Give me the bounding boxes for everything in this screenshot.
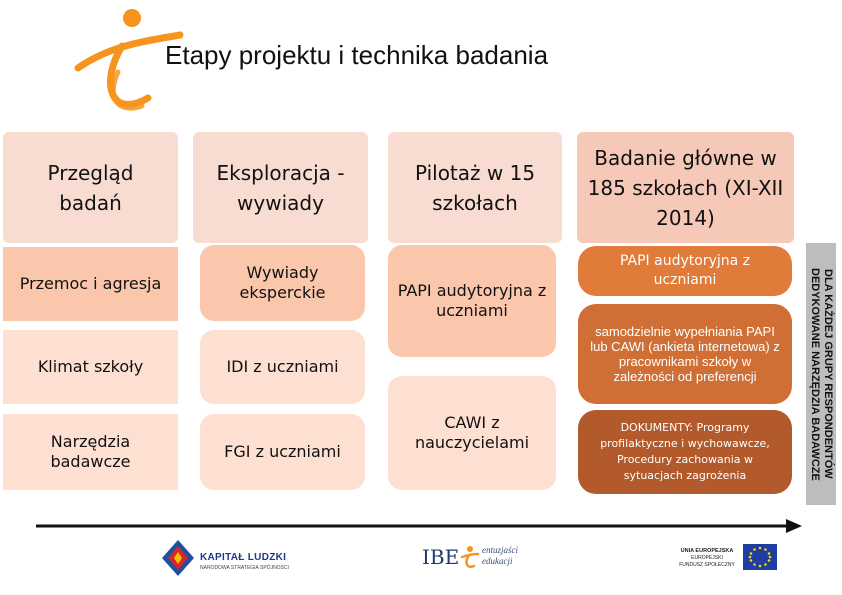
list-item: Przemoc i agresja <box>3 247 178 321</box>
list-item: Wywiady eksperckie <box>200 245 365 321</box>
list-item: PAPI audytoryjna z uczniami <box>388 245 556 357</box>
list-item: IDI z uczniami <box>200 330 365 404</box>
entuzjasci-edukacji-text: entuzjaści edukacji <box>482 545 518 566</box>
list-item: Klimat szkoły <box>3 330 178 404</box>
timeline-arrow <box>34 516 804 536</box>
list-item: samodzielnie wypełniania PAPI lub CAWI (ankieta internetowa) z pracownikami szkoły w zależności od preferencji <box>578 304 792 404</box>
column-header: Eksploracja - wywiady <box>193 132 368 243</box>
eu-flag-icon <box>743 544 777 570</box>
side-label: DLA KAŻDEJ GRUPY RESPONDENTÓW DEDYKOWANE NARZĘDZIA BADAWCZE <box>806 243 836 505</box>
ibe-logo-text: IBE <box>422 545 460 569</box>
column-header: Pilotaż w 15 szkołach <box>388 132 562 243</box>
column-header: Przegląd badań <box>3 132 178 243</box>
column-header: Badanie główne w 185 szkołach (XI-XII 2014) <box>577 132 794 243</box>
eu-logo-text: UNIA EUROPEJSKA EUROPEJSKI FUNDUSZ SPOŁECZNY <box>679 548 735 568</box>
list-item: CAWI z nauczycielami <box>388 376 556 490</box>
list-item: FGI z uczniami <box>200 414 365 490</box>
list-item: Narzędzia badawcze <box>3 414 178 490</box>
kapital-ludzki-logo <box>160 538 196 578</box>
kapital-ludzki-text: KAPITAŁ LUDZKI NARODOWA STRATEGIA SPÓJNOŚCI <box>200 552 289 571</box>
ibe-i-icon <box>460 545 480 571</box>
list-item: PAPI audytoryjna z uczniami <box>578 246 792 296</box>
page-title: Etapy projektu i technika badania <box>165 40 549 70</box>
list-item: DOKUMENTY: Programy profilaktyczne i wychowawcze, Procedury zachowania w sytuacjach zagrożenia <box>578 410 792 494</box>
